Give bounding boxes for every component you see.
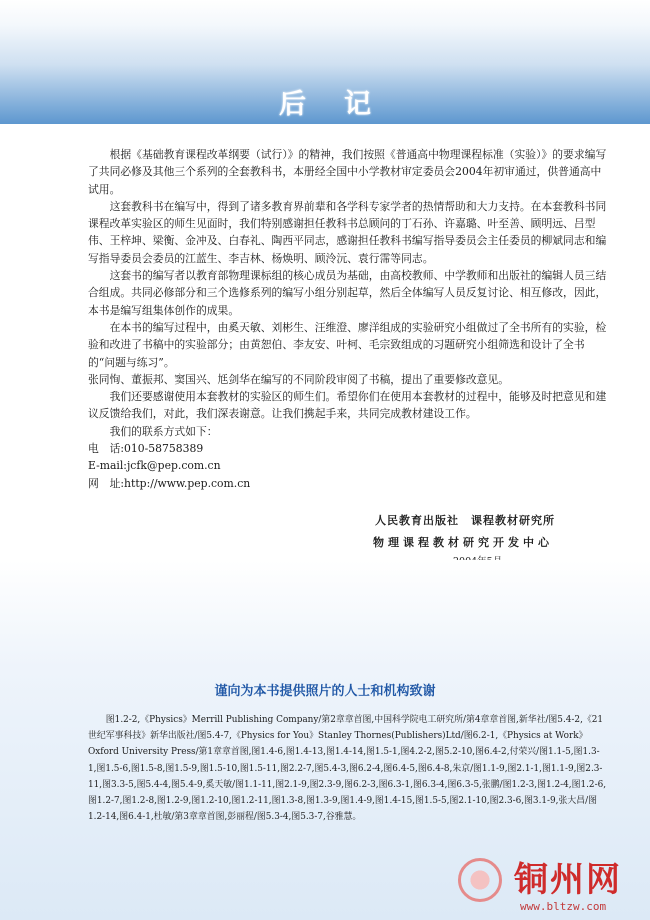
signature-center: 物理课程教材研究开发中心 <box>373 536 553 549</box>
watermark <box>450 852 650 920</box>
paragraph-6: 我们还要感谢使用本套教材的实验区的师生们。希望你们在使用本套教材的过程中，能够及时把意见和建议反馈给我们，对此，我们深表谢意。让我们携起手来，共同完成教材建设工作。 <box>88 390 607 421</box>
contact-phone: 电 话:010-58758389 <box>88 442 204 456</box>
paragraph-1: 根据《基础教育课程改革纲要（试行）》的精神，我们按照《普通高中物理课程标准（实验）》的要求编写了共同必修及其他三个系列的全套教科书，本册经全国中小学教材审定委员会2004年初审通过，供普通高中试用。 <box>88 148 607 196</box>
paragraph-5: 张同恂、董振邦、窦国兴、尪剑华在编写的不同阶段审阅了书稿，提出了重要修改意见。 <box>88 372 510 386</box>
contact-website[interactable]: 网 址:http://www.pep.com.cn <box>88 476 251 490</box>
signature-publisher: 人民教育出版社 课程教材研究所 <box>375 514 555 527</box>
paragraph-3: 这套书的编写者以教育部物理课标组的核心成员为基础，由高校教师、中学教师和出版社的编辑人员三结合组成。共同必修部分和三个选修系列的编写小组分别起草，然后全体编写人员反复讨论、相互修改，因此，本书是编写组集体创作的成果。 <box>88 269 607 317</box>
watermark-logo-icon <box>458 858 502 902</box>
afterword-body <box>88 146 608 492</box>
paragraph-contact-intro: 我们的联系方式如下： <box>109 424 218 438</box>
page-title: 后记 <box>279 89 409 120</box>
paragraph-4: 在本书的编写过程中，由奚天敏、刘彬生、汪维澄、廖洋组成的实验研究小组做过了全书所有的实验，检验和改进了书稿中的实验部分；由黄恕伯、李友安、叶柯、毛宗致组成的习题研究小组筛选和设计了全书的“问题与练习”。 <box>88 320 607 369</box>
thanks-body: 图1.2-2,《Physics》Merrill Publishing Company/第2章章首图,中国科学院电工研究所/第4章章首图,新华社/图5.4-2,《21世纪军事科技》新华出版社/图5.4-7,《Physics for You》Stanley Thornes(Publishers)Ltd/图6.2-1,《Physics at Work》Oxford University Press/第1章章首图,图1.4-6,图1.4-13,图1.4-14,图1.5-1,图4.2-2,图5.2-10,图6.4-2,付荣兴/图1.1-5,图1.3-1,图1.5-6,图1.5-8,图1.5-9,图1.5-10,图1.5-11,图2.2-7,图5.4-3,图6.2-4,图6.4-5,图6.4-8,朱京/图1.1-9,图2.1-1,图1.1-9,图2.3-11,图3.3-5,图5.4-4,图5.4-9,奚天敏/图1.1-11,图2.1-9,图2.3-9,图6.2-3,图6.3-1,图6.3-4,图6.3-5,张鹏/图1.2-3,图1.2-4,图1.2-6,图1.2-7,图1.2-8,图1.2-9,图1.2-10,图1.2-11,图1.3-8,图1.3-9,图1.4-9,图1.4-15,图1.5-5,图2.1-10,图2.3-6,图3.1-9,张大昌/图1.2-14,图6.4-1,杜敏/第3章章首图,彭丽程/图5.3-4,图5.3-7,谷雅慧。 <box>88 715 607 823</box>
watermark-url: www.bltzw.com <box>520 900 607 913</box>
contact-info <box>88 440 608 492</box>
paragraph-2: 这套教科书在编写中，得到了诸多教育界前辈和各学科专家学者的热情帮助和大力支持。在本套教科书同课程改革实验区的师生见面时，我们特别感谢担任教科书总顾问的丁石孙、许嘉璐、叶至善、顾明远、吕型伟、王梓坤、梁衡、金冲及、白春礼、陶西平同志，感谢担任教科书编写指导委员会主任委员的柳斌同志和编写指导委员会委员的江蓝生、李吉林、杨焕明、顾泠沅、袁行霈等同志。 <box>88 199 607 265</box>
thanks-title: 谨向为本书提供照片的人士和机构致谢 <box>214 684 436 699</box>
contact-email: E-mail:jcfk@pep.com.cn <box>88 459 221 473</box>
watermark-name: 铜州网 <box>514 860 622 900</box>
